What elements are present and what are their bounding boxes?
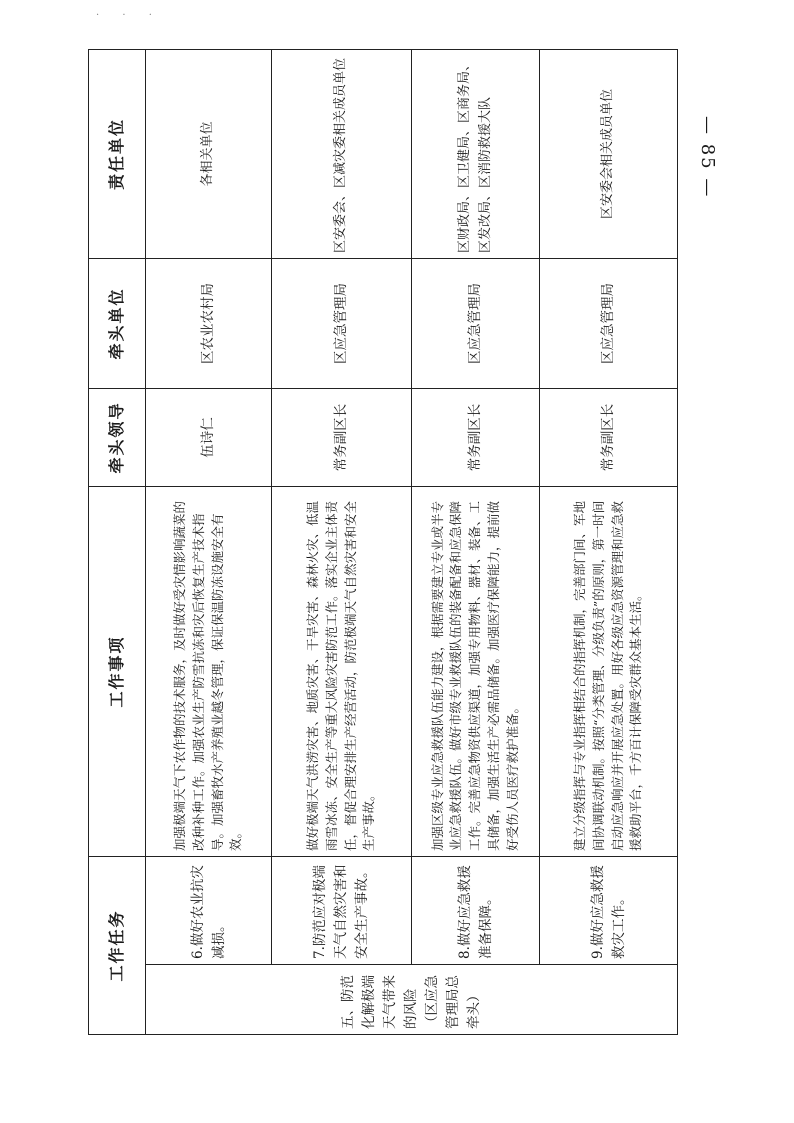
header-lead-department: 牵头单位 <box>89 258 146 388</box>
dept-cell: 区农业农村局 <box>146 258 272 388</box>
resp-cell: 区安委会相关成员单位 <box>540 49 678 258</box>
task-cell: 8.做好应急救援准备保障。 <box>412 856 540 964</box>
task-cell: 9.做好应急救援救灾工作。 <box>540 856 678 964</box>
dept-cell: 区应急管理局 <box>272 258 412 388</box>
category-cell: 五、防范化解极端天气带来的风险（区应急管理局总牵头） <box>146 965 678 1035</box>
dept-cell: 区应急管理局 <box>412 258 540 388</box>
lead-cell: 常务副区长 <box>540 388 678 486</box>
rotated-table-wrapper <box>88 50 668 1035</box>
task-cell: 7.防范应对极端天气自然灾害和安全生产事故。 <box>272 856 412 964</box>
lead-cell: 常务副区长 <box>412 388 540 486</box>
table-row <box>272 49 412 1034</box>
items-cell: 加强区级专业应急救援队伍能力建设，根据需要建立专业或半专业应急救援队伍。做好市级专业救援队伍的装备配备和应急保障工作。完善应急物资供应渠道，加强专用物料、器材、装备、工具储备，加强生活生产必需品储备。加强医疗保障能力，提前做好受伤人员医疗救护准备。 <box>412 486 540 856</box>
table-header-row <box>89 49 146 1034</box>
table-row <box>540 49 678 1034</box>
scan-marks: · · · <box>96 10 162 21</box>
work-table <box>88 49 678 1035</box>
items-cell: 建立分级指挥与专业指挥相结合的指挥机制，完善部门间、军地间协调联动机制。按照“分类管理、分级负责”的原则，第一时间启动应急响应并开展应急处置。用好各级应急资源管理和应急救援救助平台，千方百计保障受灾群众基本生活。 <box>540 486 678 856</box>
header-lead-leader: 牵头领导 <box>89 388 146 486</box>
task-cell: 6.做好农业抗灾减损。 <box>146 856 272 964</box>
header-work-items: 工作事项 <box>89 486 146 856</box>
resp-cell: 区安委会、区减灾委相关成员单位 <box>272 49 412 258</box>
table-row <box>146 49 272 1034</box>
resp-cell: 区财政局、区卫健局、区商务局、区发改局、区消防救援大队 <box>412 49 540 258</box>
header-responsible-units: 责任单位 <box>89 49 146 258</box>
items-cell: 做好极端天气洪涝灾害、地质灾害、干旱灾害、森林火灾、低温雨雪冰冻、安全生产等重大风险灾害防范工作。落实企业主体责任，督促合理安排生产经营活动，防范极端天气自然灾害和安全生产事故。 <box>272 486 412 856</box>
items-cell: 加强极端天气下农作物的技术服务，及时做好受灾情影响蔬菜的改种补种工作。加强农业生产防雪抗冻和灾后恢复生产技术指导。加强畜牧水产养殖业越冬管理，保证保温防冻设施安全有效。 <box>146 486 272 856</box>
table-row <box>412 49 540 1034</box>
lead-cell: 常务副区长 <box>272 388 412 486</box>
lead-cell: 伍诗仁 <box>146 388 272 486</box>
resp-cell: 各相关单位 <box>146 49 272 258</box>
page-number: — 85 — <box>697 116 718 199</box>
dept-cell: 区应急管理局 <box>540 258 678 388</box>
header-work-task: 工作任务 <box>89 856 146 1034</box>
